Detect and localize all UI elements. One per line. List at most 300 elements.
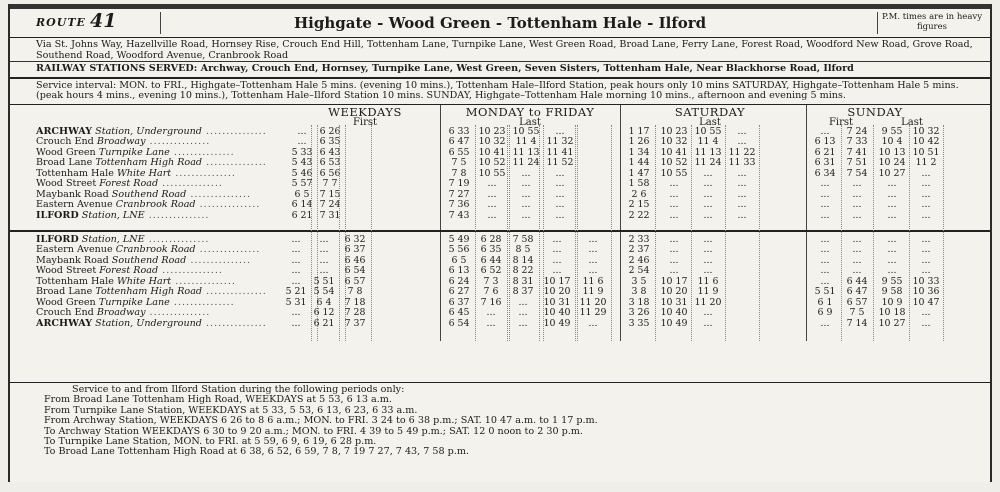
leader-dots: ............... [144, 234, 210, 245]
time-cell: ... [669, 244, 679, 256]
column-divider [620, 105, 621, 341]
time-cell: 3 5 [631, 275, 647, 287]
leader-dots: ............... [158, 179, 223, 190]
time-cell: ... [555, 167, 565, 179]
time-cell: ... [737, 125, 747, 137]
time-cell: ... [291, 307, 301, 319]
time-cell: ... [669, 188, 679, 200]
column-guide [371, 125, 372, 341]
time-cell: 10 49 [543, 317, 571, 329]
time-cell: 1 58 [628, 178, 650, 190]
time-cell: 6 53 [319, 157, 341, 169]
time-cell: 11 22 [728, 146, 756, 158]
time-cell: 7 16 [480, 296, 502, 308]
column-guide [759, 125, 760, 341]
stop-detail: Tottenham High Road [95, 287, 203, 298]
time-cell: 6 45 [448, 307, 470, 319]
time-cell: 5 51 [313, 275, 335, 287]
time-cell: 10 55 [694, 125, 722, 137]
time-cell: 11 4 [515, 136, 537, 148]
stop-name: Wood Green [36, 147, 96, 158]
pm-note: P.M. times are in heavy figures [877, 12, 986, 34]
time-cell: 6 44 [846, 275, 868, 287]
railway-stations-text: RAILWAY STATIONS SERVED: Archway, Crouch End, Hornsey, Turnpike Lane, West Green, Seven Sisters, Tottenham Hale, Near Blackhorse Road, Ilford [36, 63, 854, 74]
stop-name: Wood Street [36, 266, 97, 277]
leader-dots: ............... [195, 200, 261, 211]
time-cell: 5 31 [285, 296, 307, 308]
time-cell: ... [820, 125, 830, 137]
time-cell: 2 15 [628, 199, 650, 211]
time-cell: ... [521, 188, 531, 200]
time-cell: 7 3 [483, 275, 499, 287]
time-cell: ... [555, 209, 565, 221]
time-cell: 11 6 [582, 275, 604, 287]
time-cell: ... [669, 178, 679, 190]
stop-name: Broad Lane [36, 287, 93, 298]
time-cell: 10 55 [512, 125, 540, 137]
time-cell: 7 18 [344, 296, 366, 308]
stop-row-label [36, 277, 284, 288]
time-cell: 6 5 [294, 188, 310, 200]
time-cell: 6 24 [448, 275, 470, 287]
subheader-first: First [828, 116, 854, 128]
stop-name: Eastern Avenue [36, 200, 113, 211]
time-cell: ... [297, 136, 307, 148]
time-cell: ... [486, 317, 496, 329]
time-cell: ... [319, 265, 329, 277]
time-cell: ... [703, 199, 713, 211]
time-cell: ... [852, 188, 862, 200]
time-cell: 6 37 [344, 244, 366, 256]
time-cell: ... [588, 233, 598, 245]
time-cell: 7 14 [846, 317, 868, 329]
time-cell: 2 6 [631, 188, 647, 200]
time-cell: 6 26 [319, 125, 341, 137]
time-cell: 11 33 [728, 157, 756, 169]
time-cell: 7 28 [344, 307, 366, 319]
time-cell: 1 26 [628, 136, 650, 148]
time-cell: ... [487, 178, 497, 190]
time-cell: ... [820, 199, 830, 211]
time-cell: ... [921, 317, 931, 329]
time-cell: ... [588, 265, 598, 277]
time-cell: 6 57 [344, 275, 366, 287]
time-cell: ... [737, 136, 747, 148]
time-cell: 10 20 [543, 286, 571, 298]
time-cell: ... [820, 275, 830, 287]
time-cell: 7 37 [344, 317, 366, 329]
time-cell: 6 13 [814, 136, 836, 148]
time-cell: 2 46 [628, 254, 650, 266]
time-cell: 10 24 [878, 157, 906, 169]
time-cell: ... [669, 233, 679, 245]
time-cell: 3 26 [628, 307, 650, 319]
time-cell: 6 21 [291, 209, 313, 221]
route-header [10, 9, 990, 38]
time-cell: ... [703, 254, 713, 266]
time-cell: ... [852, 209, 862, 221]
time-cell: 10 42 [912, 136, 940, 148]
time-cell: 6 4 [316, 296, 332, 308]
time-cell: 1 47 [628, 167, 650, 179]
time-cell: ... [921, 265, 931, 277]
time-cell: 11 24 [694, 157, 722, 169]
time-cell: ... [291, 275, 301, 287]
stop-name: ARCHWAY [36, 318, 93, 329]
stop-name: Wood Green [36, 297, 96, 308]
time-cell: 7 51 [846, 157, 868, 169]
time-cell: ... [737, 209, 747, 221]
stop-name: ILFORD [36, 210, 79, 221]
time-cell: ... [852, 254, 862, 266]
time-cell: ... [555, 178, 565, 190]
time-cell: 8 31 [512, 275, 534, 287]
time-cell: ... [487, 188, 497, 200]
time-cell: ... [552, 265, 562, 277]
time-cell: 10 17 [660, 275, 688, 287]
time-cell: ... [555, 125, 565, 137]
time-cell: 8 22 [512, 265, 534, 277]
time-cell: ... [852, 233, 862, 245]
time-cell: 5 51 [814, 286, 836, 298]
time-cell: 5 56 [448, 244, 470, 256]
time-cell: 1 34 [628, 146, 650, 158]
time-cell: ... [852, 199, 862, 211]
stop-name: Tottenham Hale [36, 168, 114, 179]
time-cell: ... [921, 199, 931, 211]
stop-detail: White Hart [116, 168, 172, 179]
time-cell: ... [887, 233, 897, 245]
leader-dots: ............... [186, 189, 252, 200]
time-cell: 10 9 [881, 296, 903, 308]
time-cell: 10 17 [543, 275, 571, 287]
stop-detail: Southend Road [111, 189, 187, 200]
time-cell: 6 52 [480, 265, 502, 277]
time-cell: 3 8 [631, 286, 647, 298]
footer-line: From Broad Lane Tottenham High Road, WEEKDAYS at 5 53, 6 13 a.m. [44, 394, 392, 406]
time-cell: ... [703, 178, 713, 190]
time-cell: 7 54 [846, 167, 868, 179]
time-cell: 7 5 [451, 157, 467, 169]
time-cell: 10 49 [660, 317, 688, 329]
stop-row-label [36, 256, 284, 267]
stop-detail: Turnpike Lane [98, 297, 170, 308]
stop-name: Tottenham Hale [36, 276, 114, 287]
time-cell: ... [737, 178, 747, 190]
leader-dots: ............... [144, 210, 210, 221]
stop-row-label [36, 158, 284, 169]
time-cell: ... [887, 178, 897, 190]
time-cell: 11 20 [694, 296, 722, 308]
column-group-weekdays: WEEKDAYS [328, 104, 402, 119]
stop-name: ARCHWAY [36, 126, 93, 137]
stop-detail: Station, Underground [95, 126, 202, 137]
time-cell: 6 47 [846, 286, 868, 298]
stop-detail: Broadway [96, 137, 146, 148]
time-cell: ... [297, 125, 307, 137]
time-cell: 8 14 [512, 254, 534, 266]
stop-detail: Forest Road [99, 266, 159, 277]
stop-row-label [36, 179, 284, 190]
time-cell: ... [703, 167, 713, 179]
time-cell: ... [887, 265, 897, 277]
time-cell: ... [486, 307, 496, 319]
column-guide [943, 125, 944, 341]
stop-row-label [36, 148, 284, 159]
time-cell: 11 32 [546, 136, 574, 148]
time-cell: ... [820, 244, 830, 256]
time-cell: ... [921, 188, 931, 200]
time-cell: 11 52 [546, 157, 574, 169]
time-cell: ... [852, 244, 862, 256]
time-cell: 10 47 [912, 296, 940, 308]
time-cell: 10 40 [660, 307, 688, 319]
time-cell: 5 21 [285, 286, 307, 298]
time-cell: ... [820, 178, 830, 190]
time-cell: ... [852, 265, 862, 277]
time-cell: 9 55 [881, 275, 903, 287]
time-cell: 11 4 [697, 136, 719, 148]
timetable-page [8, 4, 992, 482]
time-cell: 10 32 [912, 125, 940, 137]
time-cell: ... [737, 199, 747, 211]
timetable-grid [10, 104, 990, 341]
leader-dots: ............... [169, 147, 235, 158]
stop-detail: Station, LNE [81, 210, 145, 221]
time-cell: 10 52 [478, 157, 506, 169]
time-cell: ... [820, 254, 830, 266]
time-cell: ... [669, 265, 679, 277]
time-cell: 7 41 [846, 146, 868, 158]
column-guide [655, 125, 656, 341]
time-cell: 7 43 [448, 209, 470, 221]
time-cell: 7 5 [849, 307, 865, 319]
footer-line: To Turnpike Lane Station, MON. to FRI. at 5 59, 6 9, 6 19, 6 28 p.m. [44, 436, 377, 448]
time-cell: ... [820, 188, 830, 200]
footer-line: From Archway Station, WEEKDAYS 6 26 to 8 6 a.m.; MON. to FRI. 3 24 to 6 38 p.m.; SAT. 10 47 a.m. to 1 17 p.m. [44, 415, 598, 427]
time-cell: 6 33 [448, 125, 470, 137]
footer-line: To Broad Lane Tottenham High Road at 6 38, 6 52, 6 59, 7 8, 7 19 7 27, 7 43, 7 58 p.m. [44, 446, 469, 458]
leader-dots: ............... [201, 126, 267, 137]
time-cell: 6 47 [448, 136, 470, 148]
time-cell: 9 55 [881, 125, 903, 137]
time-cell: 5 54 [313, 286, 335, 298]
time-cell: 10 23 [478, 125, 506, 137]
stop-row-label [36, 169, 284, 180]
time-cell: 10 13 [878, 146, 906, 158]
footer-notes [10, 382, 990, 458]
stop-detail: Tottenham High Road [95, 158, 203, 169]
time-cell: ... [703, 317, 713, 329]
stop-name: Eastern Avenue [36, 245, 113, 256]
stop-row-label [36, 200, 284, 211]
time-cell: ... [921, 254, 931, 266]
leader-dots: ............... [195, 245, 261, 256]
time-cell: 1 44 [628, 157, 650, 169]
time-cell: ... [703, 188, 713, 200]
time-cell: 11 9 [697, 286, 719, 298]
time-cell: ... [291, 265, 301, 277]
time-cell: 6 54 [448, 317, 470, 329]
stop-name: Wood Street [36, 179, 97, 190]
time-cell: 10 51 [912, 146, 940, 158]
column-divider [440, 105, 441, 341]
stop-row-label [36, 137, 284, 148]
time-cell: ... [921, 209, 931, 221]
time-cell: 7 15 [319, 188, 341, 200]
time-cell: 6 1 [817, 296, 833, 308]
header-divider [160, 12, 161, 34]
stop-detail: Cranbrook Road [115, 200, 196, 211]
time-cell: 7 8 [451, 167, 467, 179]
time-cell: 6 35 [480, 244, 502, 256]
time-cell: ... [552, 244, 562, 256]
subheader-last: Last [699, 116, 721, 128]
time-cell: 7 36 [448, 199, 470, 211]
stop-name: Crouch End [36, 137, 94, 148]
time-cell: 10 36 [912, 286, 940, 298]
route-number: 41 [90, 10, 117, 32]
time-cell: 10 40 [543, 307, 571, 319]
column-group-monday-friday: MONDAY to FRIDAY [465, 104, 595, 119]
time-cell: ... [703, 307, 713, 319]
time-cell: ... [887, 244, 897, 256]
stop-name: Maybank Road [36, 189, 109, 200]
time-cell: ... [555, 199, 565, 211]
time-cell: ... [887, 188, 897, 200]
time-cell: 11 20 [579, 296, 607, 308]
stop-row-label [36, 287, 284, 298]
stop-name: ILFORD [36, 234, 79, 245]
subheader-last: Last [519, 116, 541, 128]
time-cell: ... [555, 188, 565, 200]
column-divider [806, 105, 807, 341]
time-cell: 11 2 [915, 157, 937, 169]
time-cell: 7 31 [319, 209, 341, 221]
column-guide [725, 125, 726, 341]
footer-line: To Archway Station WEEKDAYS 6 30 to 9 20 a.m.; MON. to FRI. 4 39 to 5 49 p.m.; SAT. 12 0 noon to 2 30 p.m. [44, 425, 583, 437]
time-cell: 3 18 [628, 296, 650, 308]
stop-detail: Forest Road [99, 179, 159, 190]
time-cell: 2 22 [628, 209, 650, 221]
time-cell: 6 31 [814, 157, 836, 169]
time-cell: 6 5 [451, 254, 467, 266]
time-cell: 11 9 [582, 286, 604, 298]
leader-dots: ............... [171, 276, 236, 287]
time-cell: ... [703, 265, 713, 277]
time-cell: ... [703, 244, 713, 256]
leader-dots: ............... [169, 297, 235, 308]
route-title: Highgate - Wood Green - Tottenham Hale - Ilford [294, 14, 707, 32]
time-cell: ... [291, 233, 301, 245]
time-cell: 2 54 [628, 265, 650, 277]
stop-name: Maybank Road [36, 255, 109, 266]
time-cell: 7 19 [448, 178, 470, 190]
time-cell: ... [319, 254, 329, 266]
time-cell: 10 52 [660, 157, 688, 169]
time-cell: ... [669, 199, 679, 211]
stop-detail: Station, LNE [81, 234, 145, 245]
time-cell: 8 37 [512, 286, 534, 298]
column-guide [873, 125, 874, 341]
subheader-first: First [352, 116, 378, 128]
stop-row-label [36, 298, 284, 309]
time-cell: 5 57 [291, 178, 313, 190]
time-cell: 5 43 [291, 157, 313, 169]
time-cell: 1 17 [628, 125, 650, 137]
stop-row-label [36, 127, 284, 138]
stop-row-label [36, 308, 284, 319]
time-cell: ... [552, 254, 562, 266]
via-text: Via St. Johns Way, Hazellville Road, Hornsey Rise, Crouch End Hill, Tottenham Lane, Turnpike Lane, West Green Road, Broad Lane, Ferry Lane, Forest Road, Woodford New Road, Grove Road, Southend Road, Woodford Avenue, Cranbrook Road [36, 39, 973, 61]
time-cell: 7 33 [846, 136, 868, 148]
stop-detail: Southend Road [111, 255, 187, 266]
time-cell: 7 24 [319, 199, 341, 211]
time-cell: 10 31 [660, 296, 688, 308]
route-label: ROUTE [36, 16, 86, 29]
time-cell: ... [737, 188, 747, 200]
time-cell: 6 14 [291, 199, 313, 211]
service-interval-text: Service interval: MON. to FRI., Highgate–Tottenham Hale 5 mins. (evening 10 mins.), Tottenham Hale–Ilford Station, peak hours only 10 mins SATURDAY, Highgate–Tottenham Hale 5 mins. (peak hours 4 mins., evening 10 mins.), Tottenham Hale–Ilford Station 10 mins. SUNDAY, Highgate–Tottenham Hale morning 10 mins., afternoon and evening 5 mins. [36, 79, 959, 101]
time-cell: 6 35 [319, 136, 341, 148]
time-cell: 10 32 [478, 136, 506, 148]
time-cell: 7 27 [448, 188, 470, 200]
time-cell: ... [852, 178, 862, 190]
time-cell: 11 6 [697, 275, 719, 287]
stop-row-label [36, 319, 284, 330]
stop-row-label [36, 211, 284, 222]
time-cell: ... [887, 209, 897, 221]
time-cell: ... [588, 254, 598, 266]
stop-detail: Cranbrook Road [115, 245, 196, 256]
stop-row-label [36, 245, 284, 256]
time-cell: 7 6 [483, 286, 499, 298]
time-cell: ... [319, 244, 329, 256]
time-cell: 6 12 [313, 307, 335, 319]
time-cell: 9 58 [881, 286, 903, 298]
stop-detail: Broadway [96, 308, 146, 319]
time-cell: 6 43 [319, 146, 341, 158]
time-cell: 11 41 [546, 146, 574, 158]
time-cell: ... [703, 209, 713, 221]
time-cell: 10 32 [660, 136, 688, 148]
time-cell: ... [521, 178, 531, 190]
time-cell: ... [319, 233, 329, 245]
time-cell: ... [703, 233, 713, 245]
stop-row-label [36, 266, 284, 277]
time-cell: ... [518, 317, 528, 329]
column-group-saturday: SATURDAY [674, 104, 746, 119]
time-cell: 11 24 [512, 157, 540, 169]
leader-dots: ............... [145, 308, 211, 319]
time-cell: 6 27 [448, 286, 470, 298]
time-cell: 6 34 [814, 167, 836, 179]
leader-dots: ............... [202, 287, 267, 298]
stop-row-label [36, 235, 284, 246]
time-cell: ... [487, 199, 497, 211]
time-cell: 7 58 [512, 233, 534, 245]
time-cell: ... [887, 199, 897, 211]
time-cell: 10 41 [660, 146, 688, 158]
time-cell: 6 21 [814, 146, 836, 158]
time-cell: 6 54 [344, 265, 366, 277]
stop-row-label [36, 190, 284, 201]
time-cell: 6 21 [313, 317, 335, 329]
time-cell: 6 56 [319, 167, 341, 179]
leader-dots: ............... [201, 318, 267, 329]
time-cell: ... [669, 254, 679, 266]
time-cell: ... [737, 167, 747, 179]
